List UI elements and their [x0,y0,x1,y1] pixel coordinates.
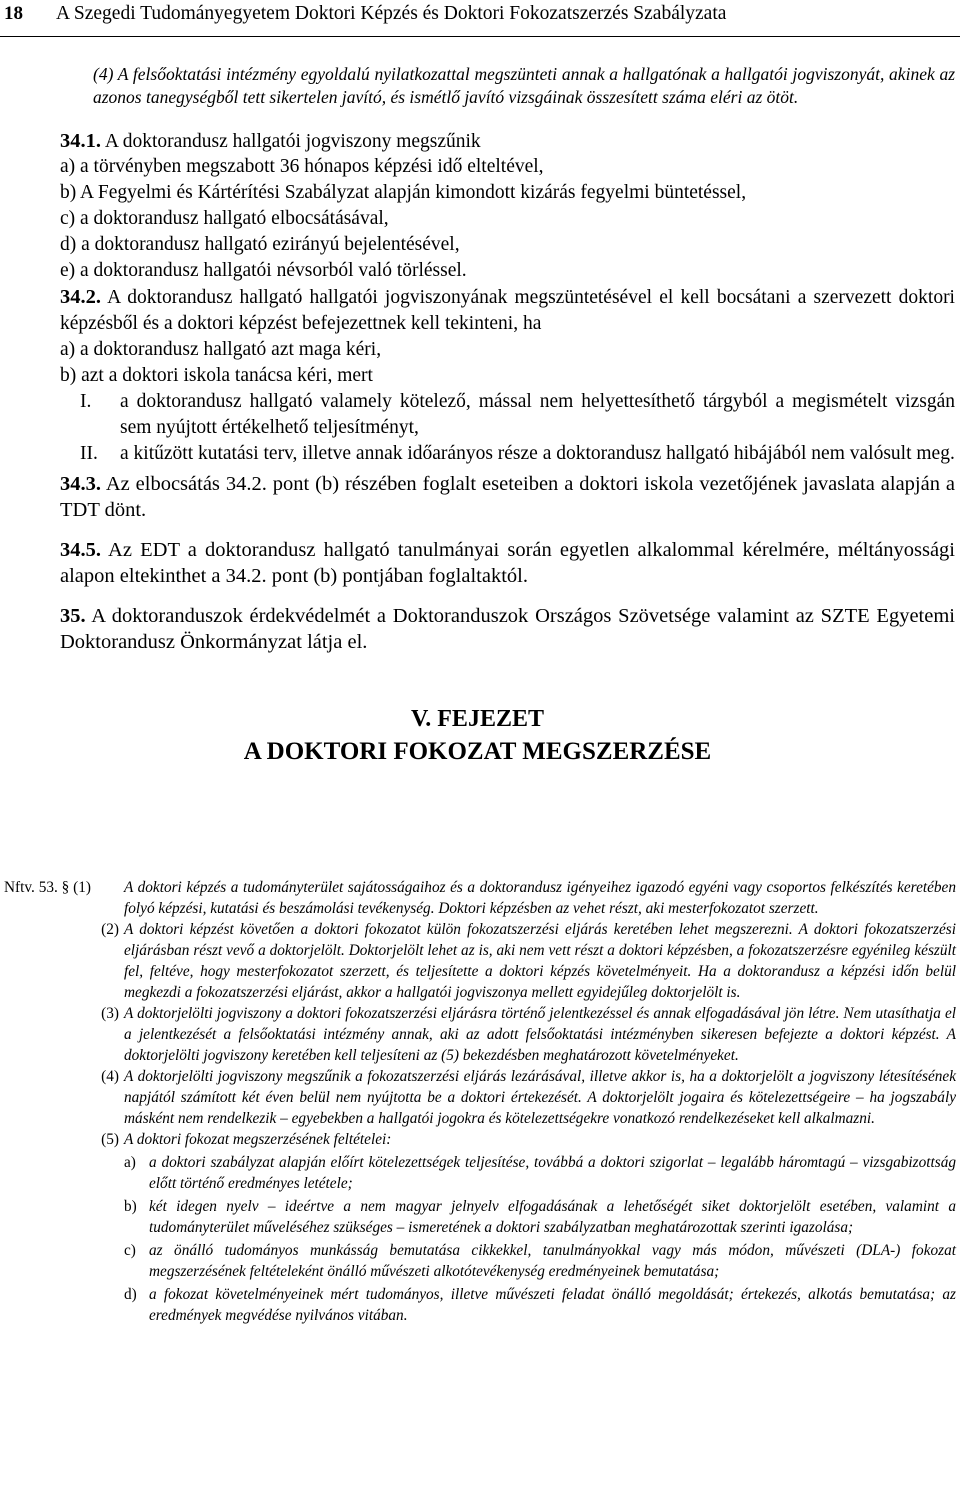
section-34-3 [60,471,955,523]
roman-item [60,441,955,467]
section-text: Az elbocsátás 34.2. pont (b) részében foglalt eseteiben a doktori iskola vezetőjének javaslata alapján a TDT dönt. [60,473,956,521]
nftv-quote [4,877,956,1326]
section-34-1 [60,128,955,284]
roman-mark: I. [80,391,92,412]
document-body [60,63,955,769]
paragraph-text: A doktori képzés a tudományterület sajátosságaihoz és a doktorandusz igényeihez igazodó egyéni vagy csoportos felkészítés keretében folyó képzési, kutatási és beszámolási tevékenység. Doktori képzésben az vehet részt, aki mesterfokozatot szerzett. [124,879,956,917]
sub-text: az önálló tudományos munkásság bemutatása cikkekkel, tanulmányokkal vagy más módon, művészeti (DLA-) fokozat megszerzésének feltételeként önálló művészeti alkotótevékenység eredményeinek bemutatása; [149,1242,956,1280]
list-item: b) A Fegyelmi és Kártérítési Szabályzat alapján kimondott kizárás fegyelmi büntetéssel, [60,182,747,203]
sub-mark: d) [124,1286,137,1303]
section-text: Az EDT a doktorandusz hallgató tanulmányai során egyetlen alkalommal kérelmére, méltányossági alapon eltekinthet a 34.2. pont (b) pontjában foglaltaktól. [60,539,955,587]
section-number: 35. [60,605,86,627]
section-35 [60,603,955,655]
section-34-2 [60,284,955,467]
section-lead: A doktorandusz hallgató hallgatói jogviszonyának megszüntetésével el kell bocsátani a szervezett doktori képzésből és a doktori képzést befejezettnek kell tekinteni, ha [60,287,955,334]
list-item: a) a törvényben megszabott 36 hónapos képzési idő elteltével, [60,156,544,177]
roman-text: a doktorandusz hallgató valamely kötelező, mással nem helyettesíthető tárgyból a megismételt vizsgán sem nyújtott értékelhető teljesítményt, [120,391,955,438]
sub-mark: b) [124,1198,137,1215]
paragraph-text: A doktori képzést követően a doktori fokozatot külön fokozatszerzési eljárás keretében lehet megszerezni. A doktori fokozatszerzési eljárásban részt vevő a doktorjelölt. Doktorjelölt lehet az is, aki nem vett részt a doktori képzésben, a fokozatszerzésre egyénileg készült fel, feltéve, hogy mesterfokozatot szerzett, és teljesítette a doktori képzés követelményeit. Ha a doktorandusz a képzési időn belül megkezdi a fokozatszerzési eljárást, akkor a hallgatói jogviszonya mellett egyidejűleg doktorjelölt is. [124,921,956,1001]
nftv-paragraph [4,1129,956,1150]
paragraph-text: A doktorjelölti jogviszony a doktori fokozatszerzési eljárásra történő jelentkezéssel és annak elfogadásával jön létre. Nem utasíthatja el a jelentkezését a felsőoktatási intézmény annak, aki az adott felsőoktatási intézményben sikeresen befejezte a doktori képzést. A doktorjelölti jogviszony keretében kell teljesíteni az (5) bekezdésben meghatározott követelményeket. [124,1005,956,1064]
sub-item [124,1196,956,1238]
list-item: c) a doktorandusz hallgató elbocsátásával, [60,208,389,229]
section-lead: A doktorandusz hallgatói jogviszony megszűnik [104,131,481,152]
nftv-ref: Nftv. 53. § [4,879,70,896]
paragraph-text: A doktori fokozat megszerzésének feltételei: [124,1131,392,1148]
running-title: A Szegedi Tudományegyetem Doktori Képzés és Doktori Fokozatszerzés Szabályzata [56,3,727,24]
page-number: 18 [4,3,23,24]
intro-paragraph: (4) A felsőoktatási intézmény egyoldalú nyilatkozattal megszünteti annak a hallgatónak a hallgatói jogviszonyát, akinek az azonos tanegységből tett sikertelen javító, és ismétlő javító vizsgáinak összesített száma eléri az ötöt. [93,64,955,107]
section-number: 34.5. [60,539,101,561]
list-item: b) azt a doktori iskola tanácsa kéri, mert [60,365,373,386]
paragraph-text: A doktorjelölti jogviszony megszűnik a fokozatszerzési eljárás lezárásával, illetve akkor is, ha a doktorjelölt a jogviszony létesítésének napjától számított két éven belül nem nyújtotta be a doktori értekezését. A doktorjelölt jogaira és kötelezettségeire – ha jogszabály másként nem rendelkezik – egyebekben a hallgatói jogokra és kötelezettségekre vonatkozó rendelkezéseket kell alkalmazni. [124,1068,956,1127]
nftv-paragraph [4,1066,956,1129]
sub-list [4,1152,956,1326]
roman-mark: II. [80,443,98,464]
list-item: d) a doktorandusz hallgató ezirányú bejelentésével, [60,234,460,255]
nftv-paragraph [4,1003,956,1066]
chapter-title: A DOKTORI FOKOZAT MEGSZERZÉSE [243,738,712,765]
sub-mark: c) [124,1242,136,1259]
paragraph-mark: (4) [101,1068,119,1085]
page-header [0,0,960,42]
section-text: A doktoranduszok érdekvédelmét a Doktoranduszok Országos Szövetsége valamint az SZTE Egyetemi Doktorandusz Önkormányzat látja el. [60,605,955,653]
paragraph-mark: (5) [101,1131,119,1148]
sub-mark: a) [124,1154,136,1171]
section-number: 34.1. [60,130,101,152]
paragraph-mark: (2) [101,921,119,938]
roman-item [60,389,955,441]
sub-item [124,1240,956,1282]
chapter-number: V. FEJEZET [411,706,544,732]
list-item: e) a doktorandusz hallgatói névsorból való törléssel. [60,260,467,281]
sub-item [124,1284,956,1326]
sub-item [124,1152,956,1194]
section-number: 34.2. [60,286,101,308]
nftv-paragraph [4,919,956,1003]
sub-text: a fokozat követelményeinek mért tudományos, illetve művészeti feladat önálló megoldását; értekezés, alkotás bemutatása; az eredmények megvédése nyilvános vitában. [149,1286,956,1324]
sub-text: két idegen nyelv – ideértve a nem magyar jelnyelv elfogadásának a lehetőségét siket doktorjelölt esetében, valamint a tudományterület műveléséhez szükséges – ismeretének a doktori szabályzatban meghatározottak szerinti igazolása; [149,1198,956,1236]
nftv-paragraph [4,877,956,919]
section-34-5 [60,537,955,589]
sub-text: a doktori szabályzat alapján előírt kötelezettségek teljesítése, továbbá a doktori szigorlat – legalább háromtagú – vizsgabizottság előtt történő eredményes letétele; [149,1154,956,1192]
list-item: a) a doktorandusz hallgató azt maga kéri, [60,339,382,360]
paragraph-mark: (1) [73,879,91,896]
roman-text: a kitűzött kutatási terv, illetve annak időarányos része a doktorandusz hallgató hibájából nem valósult meg. [120,443,955,464]
header-rule [0,36,960,37]
paragraph-mark: (3) [101,1005,119,1022]
section-number: 34.3. [60,473,101,495]
